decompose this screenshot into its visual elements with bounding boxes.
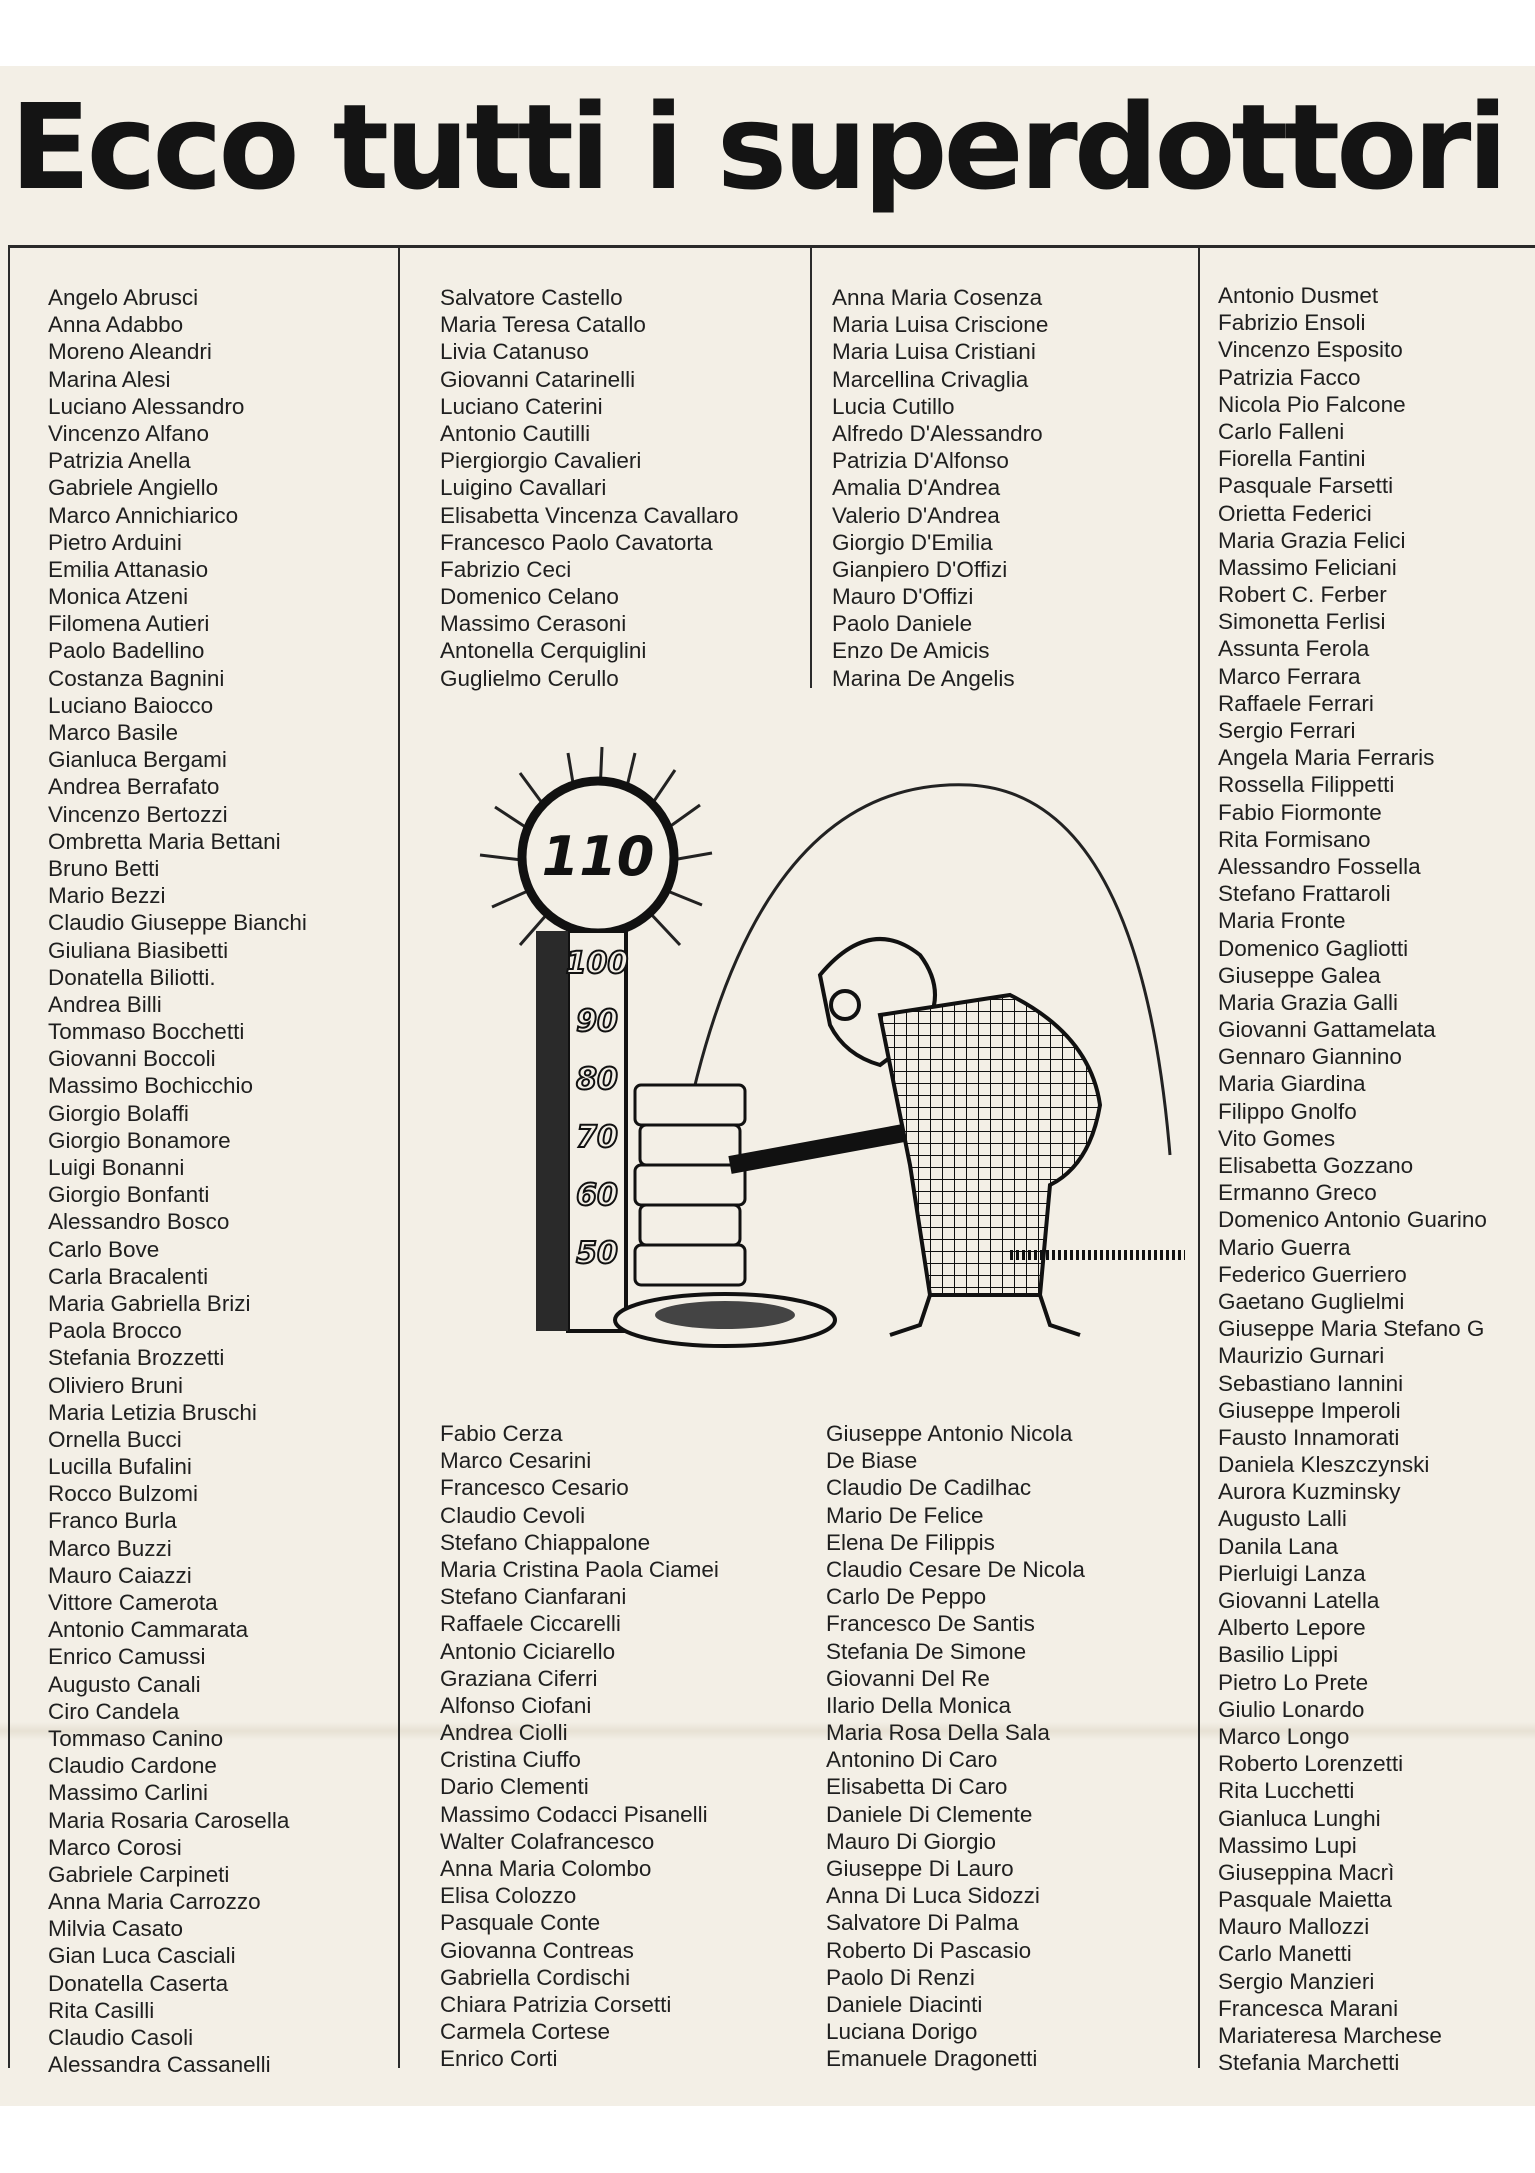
name-entry: Giovanna Contreas bbox=[440, 1937, 634, 1963]
name-entry: Salvatore Castello bbox=[440, 285, 623, 310]
name-entry: Aurora Kuzminsky bbox=[1218, 1479, 1401, 1505]
name-entry: Ermanno Greco bbox=[1218, 1180, 1377, 1206]
name-entry: Paolo Daniele bbox=[832, 611, 973, 637]
name-entry: Gianpiero D'Offizi bbox=[832, 556, 1008, 582]
name-entry: Anna Maria Cosenza bbox=[832, 285, 1043, 310]
name-entry: Maria Grazia Felici bbox=[1218, 527, 1406, 553]
name-entry: Pasquale Conte bbox=[440, 1910, 601, 1936]
name-entry: Costanza Bagnini bbox=[48, 665, 225, 691]
name-entry: Maria Luisa Cristiani bbox=[832, 339, 1036, 365]
name-entry: Mauro Mallozzi bbox=[1218, 1914, 1370, 1940]
name-entry: Moreno Aleandri bbox=[48, 339, 212, 365]
name-entry: Guglielmo Cerullo bbox=[440, 665, 619, 691]
name-entry: Giuseppe Maria Stefano G bbox=[1218, 1316, 1485, 1342]
name-entry: Maria Cristina Paola Ciamei bbox=[440, 1556, 719, 1582]
name-entry: Giuseppe Galea bbox=[1218, 962, 1381, 988]
name-entry: Raffaele Ferrari bbox=[1218, 690, 1374, 716]
name-column-2-bottom bbox=[440, 1420, 719, 2073]
name-entry: Pietro Lo Prete bbox=[1218, 1669, 1369, 1695]
name-entry: Carlo Manetti bbox=[1218, 1941, 1352, 1967]
name-entry: Vincenzo Esposito bbox=[1218, 337, 1403, 363]
name-entry: Francesco Paolo Cavatorta bbox=[440, 529, 713, 555]
name-entry: Giuseppe Imperoli bbox=[1218, 1397, 1401, 1423]
name-entry: Robert C. Ferber bbox=[1218, 582, 1387, 608]
name-entry: Fabio Fiormonte bbox=[1218, 799, 1382, 825]
name-entry: Elisa Colozzo bbox=[440, 1883, 577, 1909]
name-entry: Donatella Caserta bbox=[48, 1970, 229, 1996]
name-entry: Alfredo D'Alessandro bbox=[832, 420, 1043, 446]
name-entry: Luciano Alessandro bbox=[48, 393, 245, 419]
name-entry: Massimo Bochicchio bbox=[48, 1073, 254, 1099]
name-entry: Anna Maria Colombo bbox=[440, 1856, 652, 1881]
name-entry: Angelo Abrusci bbox=[48, 285, 199, 310]
name-column-4 bbox=[1218, 282, 1487, 2076]
name-entry: Carla Bracalenti bbox=[48, 1263, 209, 1289]
name-entry: Walter Colafrancesco bbox=[440, 1828, 655, 1854]
name-entry: Ombretta Maria Bettani bbox=[48, 828, 281, 854]
name-entry: Maria Grazia Galli bbox=[1218, 989, 1399, 1015]
name-entry: Mauro Di Giorgio bbox=[826, 1828, 997, 1854]
name-entry: Massimo Carlini bbox=[48, 1780, 209, 1806]
name-entry: Bruno Betti bbox=[48, 855, 160, 881]
name-entry: Gianluca Lunghi bbox=[1218, 1805, 1381, 1831]
name-entry: Andrea Berrafato bbox=[48, 774, 220, 800]
name-column-3-bottom bbox=[826, 1420, 1085, 2073]
name-entry: Elisabetta Di Caro bbox=[826, 1774, 1008, 1800]
name-entry: Giorgio D'Emilia bbox=[832, 529, 993, 555]
name-entry: Fabrizio Ensoli bbox=[1218, 310, 1366, 336]
name-entry: Rita Lucchetti bbox=[1218, 1778, 1355, 1804]
name-entry: Federico Guerriero bbox=[1218, 1261, 1407, 1287]
name-entry: Stefania Marchetti bbox=[1218, 2050, 1400, 2076]
name-entry: Raffaele Ciccarelli bbox=[440, 1611, 621, 1637]
name-entry: Maria Letizia Bruschi bbox=[48, 1399, 257, 1425]
name-entry: Filippo Gnolfo bbox=[1218, 1098, 1357, 1124]
name-entry: Stefania Brozzetti bbox=[48, 1345, 225, 1371]
scale-60: 60 bbox=[576, 1178, 618, 1213]
name-entry: Stefano Chiappalone bbox=[440, 1529, 651, 1555]
name-entry: Luigi Bonanni bbox=[48, 1155, 185, 1180]
name-entry: Paola Brocco bbox=[48, 1318, 182, 1344]
name-entry: Sergio Ferrari bbox=[1218, 718, 1356, 743]
name-entry: Alessandro Fossella bbox=[1218, 853, 1421, 879]
name-entry: Mario De Felice bbox=[826, 1502, 984, 1528]
name-entry: Maria Giardina bbox=[1218, 1071, 1366, 1097]
name-entry: Chiara Patrizia Corsetti bbox=[440, 1991, 672, 2017]
name-entry: Andrea Billi bbox=[48, 991, 162, 1017]
name-entry: Stefano Cianfarani bbox=[440, 1584, 627, 1610]
name-entry: Massimo Feliciani bbox=[1218, 554, 1397, 580]
name-entry: Anna Adabbo bbox=[48, 312, 184, 338]
name-entry: Pietro Arduini bbox=[48, 529, 182, 555]
name-entry: Salvatore Di Palma bbox=[826, 1910, 1019, 1936]
name-entry: Marco Basile bbox=[48, 720, 179, 745]
name-entry: Gaetano Guglielmi bbox=[1218, 1288, 1405, 1314]
name-entry: Mario Guerra bbox=[1218, 1234, 1351, 1260]
name-entry: Alessandro Bosco bbox=[48, 1209, 230, 1235]
name-entry: Marina De Angelis bbox=[832, 665, 1015, 691]
name-entry: Augusto Lalli bbox=[1218, 1506, 1347, 1532]
name-entry: Lucia Cutillo bbox=[832, 393, 955, 419]
name-entry: Marco Corosi bbox=[48, 1834, 182, 1860]
name-entry: Rita Casilli bbox=[48, 1997, 155, 2023]
name-entry: Fiorella Fantini bbox=[1218, 446, 1366, 472]
name-entry: Antonio Dusmet bbox=[1218, 283, 1379, 308]
name-entry: Sergio Manzieri bbox=[1218, 1968, 1375, 1994]
name-entry: Massimo Cerasoni bbox=[440, 611, 627, 637]
name-entry: Basilio Lippi bbox=[1218, 1642, 1339, 1668]
name-entry: Mario Bezzi bbox=[48, 883, 166, 909]
name-entry: Maria Teresa Catallo bbox=[440, 312, 646, 338]
name-column-1 bbox=[48, 284, 307, 2078]
top-rule bbox=[8, 245, 1535, 248]
left-rule bbox=[8, 248, 10, 2068]
name-entry: Antonio Cammarata bbox=[48, 1617, 249, 1643]
name-entry: Carmela Cortese bbox=[440, 2019, 611, 2045]
name-entry: Ciro Candela bbox=[48, 1698, 180, 1724]
name-entry: Patrizia Facco bbox=[1218, 364, 1361, 390]
name-entry: Franco Burla bbox=[48, 1508, 177, 1534]
name-entry: Stefano Frattaroli bbox=[1218, 881, 1391, 907]
name-column-3-top bbox=[832, 284, 1048, 692]
name-entry: Monica Atzeni bbox=[48, 584, 189, 610]
name-entry: Danila Lana bbox=[1218, 1533, 1339, 1559]
strength-tester-cartoon bbox=[450, 735, 1190, 1395]
name-entry: Amalia D'Andrea bbox=[832, 475, 1001, 501]
name-entry: Carlo Bove bbox=[48, 1236, 160, 1262]
name-entry: Livia Catanuso bbox=[440, 339, 589, 365]
name-entry: Ilario Della Monica bbox=[826, 1692, 1012, 1718]
name-entry: Massimo Codacci Pisanelli bbox=[440, 1801, 708, 1827]
name-entry: Giorgio Bonamore bbox=[48, 1127, 231, 1153]
name-entry: Rossella Filippetti bbox=[1218, 772, 1395, 798]
column-divider-2 bbox=[810, 248, 812, 688]
name-column-2-top bbox=[440, 284, 739, 692]
name-entry: Alberto Lepore bbox=[1218, 1615, 1366, 1641]
name-entry: Vincenzo Bertozzi bbox=[48, 801, 228, 827]
name-entry: Nicola Pio Falcone bbox=[1218, 391, 1406, 417]
name-entry: Filomena Autieri bbox=[48, 611, 210, 637]
name-entry: Elena De Filippis bbox=[826, 1529, 995, 1555]
name-entry: Claudio De Cadilhac bbox=[826, 1475, 1032, 1501]
name-entry: Francesca Marani bbox=[1218, 1995, 1399, 2021]
name-entry: Marco Annichiarico bbox=[48, 502, 239, 528]
name-entry: Patrizia Anella bbox=[48, 448, 191, 474]
name-entry: Tommaso Canino bbox=[48, 1725, 224, 1751]
name-entry: Augusto Canali bbox=[48, 1671, 201, 1697]
scale-100: 100 bbox=[565, 946, 629, 981]
name-entry: Angela Maria Ferraris bbox=[1218, 745, 1435, 771]
name-entry: Giovanni Boccoli bbox=[48, 1046, 216, 1072]
name-entry: Giuliana Biasibetti bbox=[48, 937, 229, 963]
name-entry: Pierluigi Lanza bbox=[1218, 1560, 1366, 1586]
name-entry: Oliviero Bruni bbox=[48, 1372, 184, 1398]
name-entry: Claudio Cesare De Nicola bbox=[826, 1556, 1085, 1582]
name-entry: Antonella Cerquiglini bbox=[440, 638, 647, 664]
name-entry: Enrico Corti bbox=[440, 2046, 558, 2072]
name-entry: Claudio Cevoli bbox=[440, 1502, 586, 1528]
name-entry: Orietta Federici bbox=[1218, 500, 1372, 526]
name-entry: Paolo Badellino bbox=[48, 638, 205, 664]
book-stack bbox=[635, 1085, 745, 1285]
name-entry: Fabio Cerza bbox=[440, 1421, 563, 1446]
name-entry: Giorgio Bolaffi bbox=[48, 1100, 189, 1126]
name-entry: Mauro D'Offizi bbox=[832, 584, 974, 610]
name-entry: Sebastiano Iannini bbox=[1218, 1370, 1404, 1396]
name-entry: Alfonso Ciofani bbox=[440, 1692, 592, 1718]
scale-70: 70 bbox=[576, 1120, 618, 1155]
name-entry: Maurizio Gurnari bbox=[1218, 1343, 1385, 1369]
name-entry: Luciano Caterini bbox=[440, 393, 603, 419]
name-entry: Marco Buzzi bbox=[48, 1535, 172, 1561]
name-entry: Giovanni Latella bbox=[1218, 1588, 1380, 1613]
name-entry: Piergiorgio Cavalieri bbox=[440, 448, 642, 474]
name-entry: Domenico Antonio Guarino bbox=[1218, 1207, 1487, 1233]
name-entry: Giovanni Del Re bbox=[826, 1665, 990, 1691]
name-entry: Marcellina Crivaglia bbox=[832, 366, 1029, 392]
name-entry: Enzo De Amicis bbox=[832, 638, 990, 664]
name-entry: Lucilla Bufalini bbox=[48, 1454, 192, 1480]
score-value: 110 bbox=[541, 825, 655, 888]
name-entry: Rocco Bulzomi bbox=[48, 1481, 199, 1507]
name-entry: Luigino Cavallari bbox=[440, 475, 607, 501]
name-entry: Marco Cesarini bbox=[440, 1448, 592, 1474]
name-entry: Emanuele Dragonetti bbox=[826, 2046, 1038, 2072]
name-entry: De Biase bbox=[826, 1448, 918, 1474]
name-entry: Carlo Falleni bbox=[1218, 418, 1345, 444]
name-entry: Stefania De Simone bbox=[826, 1638, 1027, 1664]
column-divider-1 bbox=[398, 248, 400, 2068]
name-entry: Giuseppe Di Lauro bbox=[826, 1856, 1014, 1881]
mallet-handle bbox=[730, 1130, 920, 1165]
column-divider-3 bbox=[1198, 248, 1200, 2068]
name-entry: Graziana Ciferri bbox=[440, 1665, 598, 1691]
name-entry: Pasquale Maietta bbox=[1218, 1887, 1392, 1913]
name-entry: Vincenzo Alfano bbox=[48, 420, 209, 446]
name-entry: Gian Luca Casciali bbox=[48, 1943, 236, 1969]
name-entry: Dario Clementi bbox=[440, 1774, 589, 1800]
name-entry: Giulio Lonardo bbox=[1218, 1696, 1365, 1722]
name-entry: Vittore Camerota bbox=[48, 1590, 218, 1615]
name-entry: Claudio Giuseppe Bianchi bbox=[48, 910, 307, 936]
name-entry: Massimo Lupi bbox=[1218, 1832, 1357, 1858]
headline: Ecco tutti i superdottori bbox=[10, 78, 1504, 216]
name-entry: Roberto Lorenzetti bbox=[1218, 1751, 1404, 1777]
name-entry: Giorgio Bonfanti bbox=[48, 1182, 210, 1208]
name-entry: Marina Alesi bbox=[48, 366, 171, 392]
name-entry: Fausto Innamorati bbox=[1218, 1424, 1400, 1450]
name-entry: Elisabetta Vincenza Cavallaro bbox=[440, 502, 739, 528]
name-entry: Giovanni Catarinelli bbox=[440, 366, 636, 392]
scale-90: 90 bbox=[576, 1004, 618, 1039]
name-entry: Vito Gomes bbox=[1218, 1125, 1336, 1151]
name-entry: Milvia Casato bbox=[48, 1916, 184, 1942]
strike-plate-center bbox=[655, 1301, 795, 1329]
name-entry: Luciana Dorigo bbox=[826, 2019, 978, 2045]
name-entry: Antonio Cautilli bbox=[440, 420, 591, 446]
name-entry: Francesco Cesario bbox=[440, 1475, 629, 1501]
name-entry: Elisabetta Gozzano bbox=[1218, 1153, 1414, 1178]
name-entry: Mauro Caiazzi bbox=[48, 1562, 192, 1588]
name-entry: Domenico Gagliotti bbox=[1218, 935, 1409, 961]
name-entry: Gabriella Cordischi bbox=[440, 1964, 631, 1990]
name-entry: Mariateresa Marchese bbox=[1218, 2023, 1442, 2048]
name-entry: Antonino Di Caro bbox=[826, 1747, 998, 1773]
name-entry: Ornella Bucci bbox=[48, 1426, 182, 1452]
name-entry: Francesco De Santis bbox=[826, 1611, 1035, 1637]
name-entry: Valerio D'Andrea bbox=[832, 502, 1000, 528]
name-entry: Daniela Kleszczynski bbox=[1218, 1452, 1430, 1478]
name-entry: Gianluca Bergami bbox=[48, 747, 227, 773]
name-entry: Fabrizio Ceci bbox=[440, 556, 572, 582]
name-entry: Andrea Ciolli bbox=[440, 1720, 568, 1746]
name-entry: Daniele Di Clemente bbox=[826, 1801, 1033, 1827]
name-entry: Maria Rosaria Carosella bbox=[48, 1807, 290, 1833]
name-entry: Marco Ferrara bbox=[1218, 663, 1361, 689]
name-entry: Gabriele Angiello bbox=[48, 475, 219, 501]
name-entry: Giuseppina Macrì bbox=[1218, 1859, 1395, 1885]
name-entry: Luciano Baiocco bbox=[48, 692, 214, 718]
name-entry: Rita Formisano bbox=[1218, 826, 1371, 852]
name-entry: Pasquale Farsetti bbox=[1218, 473, 1394, 499]
name-entry: Simonetta Ferlisi bbox=[1218, 609, 1386, 635]
name-entry: Maria Luisa Criscione bbox=[832, 312, 1049, 338]
name-entry: Gennaro Giannino bbox=[1218, 1044, 1402, 1070]
score-column-shade bbox=[536, 931, 568, 1331]
name-entry: Claudio Casoli bbox=[48, 2025, 194, 2050]
name-entry: Antonio Ciciarello bbox=[440, 1638, 616, 1664]
name-entry: Maria Rosa Della Sala bbox=[826, 1720, 1050, 1746]
name-entry: Cristina Ciuffo bbox=[440, 1747, 581, 1773]
name-entry: Emilia Attanasio bbox=[48, 556, 209, 582]
name-entry: Maria Gabriella Brizi bbox=[48, 1290, 251, 1316]
name-entry: Alessandra Cassanelli bbox=[48, 2052, 271, 2078]
name-entry: Giuseppe Antonio Nicola bbox=[826, 1421, 1073, 1446]
scale-50: 50 bbox=[576, 1236, 618, 1271]
name-entry: Daniele Diacinti bbox=[826, 1991, 983, 2017]
name-entry: Anna Maria Carrozzo bbox=[48, 1889, 261, 1915]
name-entry: Carlo De Peppo bbox=[826, 1584, 987, 1610]
name-entry: Maria Fronte bbox=[1218, 908, 1346, 934]
name-entry: Patrizia D'Alfonso bbox=[832, 448, 1009, 474]
name-entry: Anna Di Luca Sidozzi bbox=[826, 1883, 1040, 1909]
name-entry: Tommaso Bocchetti bbox=[48, 1019, 245, 1045]
scale-80: 80 bbox=[576, 1062, 618, 1097]
name-entry: Domenico Celano bbox=[440, 584, 619, 610]
name-entry: Enrico Camussi bbox=[48, 1644, 206, 1670]
name-entry: Claudio Cardone bbox=[48, 1753, 217, 1779]
name-entry: Giovanni Gattamelata bbox=[1218, 1017, 1436, 1043]
name-entry: Marco Longo bbox=[1218, 1723, 1350, 1749]
name-entry: Gabriele Carpineti bbox=[48, 1861, 230, 1887]
name-entry: Roberto Di Pascasio bbox=[826, 1937, 1032, 1963]
name-entry: Assunta Ferola bbox=[1218, 636, 1370, 662]
name-entry: Donatella Biliotti. bbox=[48, 964, 216, 990]
name-entry: Paolo Di Renzi bbox=[826, 1964, 975, 1990]
